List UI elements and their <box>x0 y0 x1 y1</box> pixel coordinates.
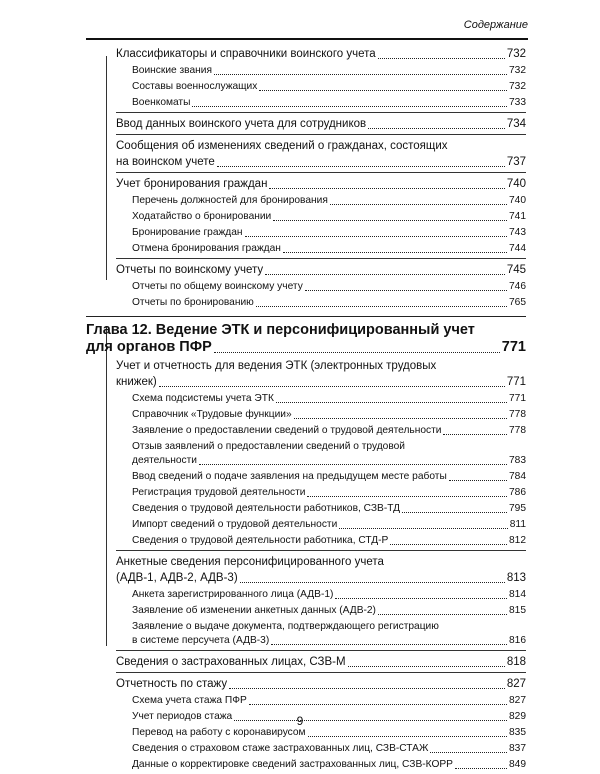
dot-leader <box>229 688 505 689</box>
dot-leader <box>307 496 507 497</box>
entry-title: Заявление о предоставлении сведений о трудовой деятельности <box>132 425 442 436</box>
entry-title-line: Заявление о выдаче документа, подтверждающего регистрацию <box>132 621 439 632</box>
entry-page: 818 <box>506 656 526 668</box>
toc-section-entry[interactable] <box>86 554 526 586</box>
dot-leader <box>430 752 507 753</box>
dot-leader <box>402 512 507 513</box>
entry-title-line: Учет и отчетность для ведения ЭТК (электронных трудовых <box>116 360 437 372</box>
entry-title: Бронирование граждан <box>132 227 243 238</box>
entry-page: 744 <box>509 243 526 254</box>
toc-section-entry[interactable] <box>86 46 526 62</box>
entry-title: Регистрация трудовой деятельности <box>132 487 306 498</box>
toc-subsection-entry[interactable] <box>86 392 526 406</box>
entry-page: 743 <box>509 227 526 238</box>
entry-title: (АДВ-1, АДВ-2, АДВ-3) <box>116 572 238 584</box>
toc-subsection-entry[interactable] <box>86 758 526 772</box>
entry-page: 732 <box>509 65 526 76</box>
toc-subsection-entry[interactable] <box>86 296 526 310</box>
toc-subsection-entry[interactable] <box>86 726 526 740</box>
entry-page: 741 <box>509 211 526 222</box>
entry-page: 740 <box>506 178 526 190</box>
entry-page: 740 <box>509 195 526 206</box>
toc-subsection-entry[interactable] <box>86 502 526 516</box>
toc-section <box>86 358 526 772</box>
entry-page: 778 <box>509 409 526 420</box>
entry-title: Отчеты по бронированию <box>132 297 254 308</box>
entry-title: деятельности <box>132 455 197 466</box>
entry-page: 815 <box>509 605 526 616</box>
entry-page: 784 <box>509 471 526 482</box>
entry-title: Учет бронирования граждан <box>116 178 268 190</box>
entry-title: Ввод сведений о подаче заявления на предыдущем месте работы <box>132 471 447 482</box>
toc-subsection-entry[interactable] <box>86 694 526 708</box>
chapter-title-cont: для органов ПФР <box>86 339 212 355</box>
entry-title: Сведения о трудовой деятельности работников, СЗВ-ТД <box>132 503 401 514</box>
entry-title: Справочник «Трудовые функции» <box>132 409 292 420</box>
dot-leader <box>283 252 507 253</box>
dot-leader <box>245 236 507 237</box>
entry-page: 814 <box>509 589 526 600</box>
entry-title-line: Анкетные сведения персонифицированного учета <box>116 556 384 568</box>
toc-subsection-entry[interactable] <box>86 534 526 548</box>
chapter-divider <box>86 316 526 317</box>
toc-subsection-entry[interactable] <box>86 408 526 422</box>
toc-section-entry[interactable] <box>86 262 526 278</box>
toc-section-entry[interactable] <box>86 138 526 170</box>
entry-page: 813 <box>506 572 526 584</box>
toc-subsection-entry[interactable] <box>86 440 526 468</box>
page-number: 9 <box>296 714 304 728</box>
entry-page: 732 <box>506 48 526 60</box>
toc-section-entry[interactable] <box>86 676 526 692</box>
entry-title: Учет периодов стажа <box>132 711 233 722</box>
entry-title: Отчеты по воинскому учету <box>116 264 264 276</box>
toc-subsection-entry[interactable] <box>86 194 526 208</box>
entry-title: Составы военнослужащих <box>132 81 258 92</box>
toc-subsection-entry[interactable] <box>86 64 526 78</box>
dot-leader <box>390 544 507 545</box>
dot-leader <box>265 274 505 275</box>
entry-title: книжек) <box>116 376 157 388</box>
header-title: Содержание <box>463 19 528 31</box>
toc-subsection-entry[interactable] <box>86 424 526 438</box>
entry-title: Военкоматы <box>132 97 191 108</box>
entry-title: Сведения о страховом стаже застрахованных лиц, СЗВ-СТАЖ <box>132 743 429 754</box>
dot-leader <box>249 704 507 705</box>
dot-leader <box>443 434 507 435</box>
entry-page: 765 <box>509 297 526 308</box>
dot-leader <box>348 666 505 667</box>
dot-leader <box>199 464 507 465</box>
toc-subsection-entry[interactable] <box>86 470 526 484</box>
toc-section-entry[interactable] <box>86 116 526 132</box>
section-divider <box>116 550 526 551</box>
section-divider <box>116 672 526 673</box>
entry-title: Данные о корректировке сведений застрахованных лиц, СЗВ-КОРР <box>132 759 453 770</box>
dot-leader <box>330 204 507 205</box>
entry-page: 771 <box>509 393 526 404</box>
toc-subsection-entry[interactable] <box>86 742 526 756</box>
entry-title: Ходатайство о бронировании <box>132 211 272 222</box>
entry-page: 837 <box>509 743 526 754</box>
toc-section <box>86 46 526 310</box>
section-divider <box>116 258 526 259</box>
entry-page: 734 <box>506 118 526 130</box>
entry-page: 746 <box>509 281 526 292</box>
dot-leader <box>214 352 500 353</box>
section-divider <box>116 650 526 651</box>
toc-chapter-entry[interactable] <box>86 322 526 356</box>
entry-page: 783 <box>509 455 526 466</box>
chapter-page: 771 <box>501 339 526 355</box>
toc-subsection-entry[interactable] <box>86 80 526 94</box>
entry-title: Импорт сведений о трудовой деятельности <box>132 519 338 530</box>
entry-page: 733 <box>509 97 526 108</box>
entry-title: Отчеты по общему воинскому учету <box>132 281 303 292</box>
dot-leader <box>449 480 507 481</box>
section-divider <box>116 134 526 135</box>
entry-title: Перечень должностей для бронирования <box>132 195 328 206</box>
entry-title-line: Отзыв заявлений о предоставлении сведений о трудовой <box>132 441 405 452</box>
entry-title: Схема подсистемы учета ЭТК <box>132 393 274 404</box>
dot-leader <box>271 644 507 645</box>
toc-subsection-entry[interactable] <box>86 226 526 240</box>
entry-page: 745 <box>506 264 526 276</box>
entry-page: 816 <box>509 635 526 646</box>
dot-leader <box>368 128 505 129</box>
entry-page: 778 <box>509 425 526 436</box>
dot-leader <box>269 188 504 189</box>
section-divider <box>116 172 526 173</box>
entry-page: 771 <box>506 376 526 388</box>
page-header <box>86 10 528 40</box>
dot-leader <box>308 736 507 737</box>
chapter-title-line: Глава 12. Ведение ЭТК и персонифицированный учет <box>86 322 475 338</box>
entry-title: Сведения о трудовой деятельности работника, СТД-Р <box>132 535 389 546</box>
entry-title: Анкета зарегистрированного лица (АДВ-1) <box>132 589 334 600</box>
entry-page: 795 <box>509 503 526 514</box>
toc-subsection-entry[interactable] <box>86 588 526 602</box>
entry-title-line: Сообщения об изменениях сведений о гражданах, состоящих <box>116 140 448 152</box>
entry-page: 829 <box>509 711 526 722</box>
entry-page: 732 <box>509 81 526 92</box>
toc-section-entry[interactable] <box>86 176 526 192</box>
entry-title: Ввод данных воинского учета для сотрудников <box>116 118 367 130</box>
entry-title: Перевод на работу с коронавирусом <box>132 727 306 738</box>
dot-leader <box>339 528 507 529</box>
dot-leader <box>305 290 507 291</box>
entry-title: на воинском учете <box>116 156 215 168</box>
dot-leader <box>378 614 507 615</box>
entry-page: 812 <box>509 535 526 546</box>
dot-leader <box>259 90 507 91</box>
toc-section-entry[interactable] <box>86 358 526 390</box>
dot-leader <box>192 106 507 107</box>
entry-page: 737 <box>506 156 526 168</box>
toc-subsection-entry[interactable] <box>86 96 526 110</box>
dot-leader <box>294 418 507 419</box>
entry-page: 849 <box>509 759 526 770</box>
entry-page: 811 <box>509 519 526 530</box>
entry-title: Сведения о застрахованных лицах, СЗВ-М <box>116 656 346 668</box>
entry-title: Схема учета стажа ПФР <box>132 695 247 706</box>
dot-leader <box>217 166 505 167</box>
table-of-contents <box>86 46 526 774</box>
dot-leader <box>455 768 507 769</box>
dot-leader <box>240 582 505 583</box>
entry-title: в системе персучета (АДВ-3) <box>132 635 270 646</box>
toc-subsection-entry[interactable] <box>86 280 526 294</box>
toc-subsection-entry[interactable] <box>86 604 526 618</box>
toc-subsection-entry[interactable] <box>86 210 526 224</box>
dot-leader <box>159 386 505 387</box>
dot-leader <box>214 74 507 75</box>
entry-page: 827 <box>509 695 526 706</box>
entry-title: Отчетность по стажу <box>116 678 228 690</box>
entry-title: Классификаторы и справочники воинского учета <box>116 48 376 60</box>
dot-leader <box>378 58 505 59</box>
entry-title: Отмена бронирования граждан <box>132 243 281 254</box>
dot-leader <box>276 402 507 403</box>
dot-leader <box>273 220 507 221</box>
entry-page: 786 <box>509 487 526 498</box>
toc-subsection-entry[interactable] <box>86 620 526 648</box>
entry-title: Воинские звания <box>132 65 212 76</box>
entry-page: 827 <box>506 678 526 690</box>
dot-leader <box>256 306 507 307</box>
entry-title: Заявление об изменении анкетных данных (АДВ-2) <box>132 605 376 616</box>
toc-section-entry[interactable] <box>86 654 526 670</box>
dot-leader <box>335 598 507 599</box>
entry-page: 835 <box>509 727 526 738</box>
toc-subsection-entry[interactable] <box>86 486 526 500</box>
toc-subsection-entry[interactable] <box>86 518 526 532</box>
toc-subsection-entry[interactable] <box>86 242 526 256</box>
section-divider <box>116 112 526 113</box>
